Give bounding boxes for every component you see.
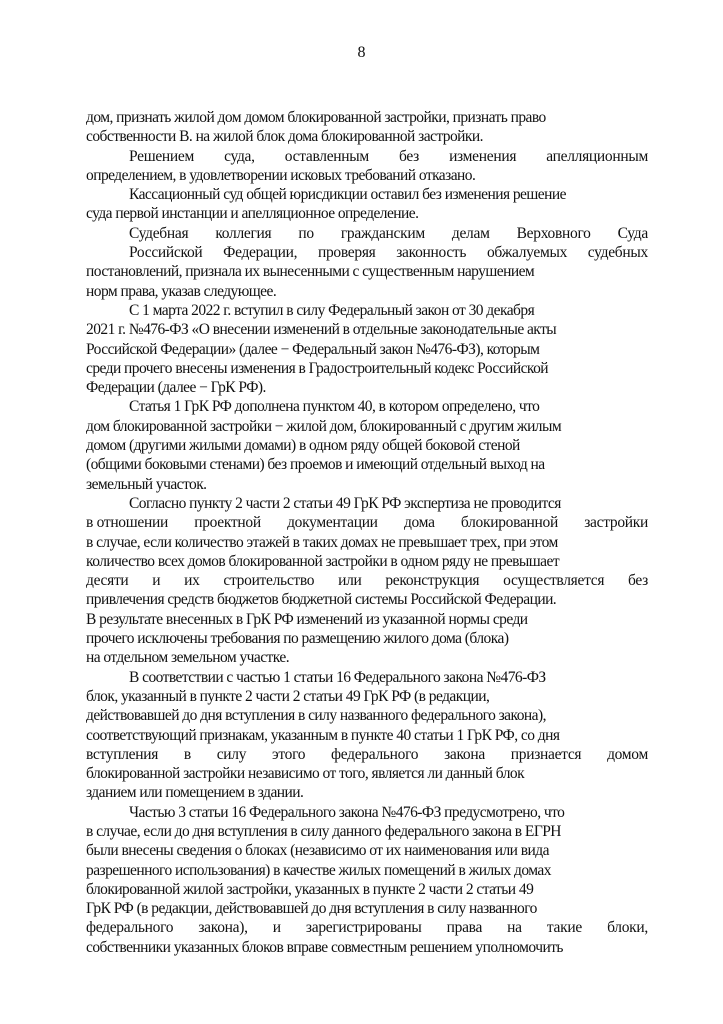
text-word: федерального xyxy=(86,919,174,937)
text-line: блокированной жилой застройки, указанных в пункте 2 части 2 статьи 49 xyxy=(86,880,534,898)
text-word: закона), xyxy=(198,919,248,937)
text-word: документации xyxy=(287,514,378,532)
text-line: собственности В. на жилой блок дома блокированной застройки. xyxy=(86,128,483,146)
text-line: суда первой инстанции и апелляционное определение. xyxy=(86,205,419,223)
text-word: апелляционным xyxy=(546,147,648,165)
text-word: в xyxy=(183,745,191,763)
text-line: на отдельном земельном участке. xyxy=(86,649,290,667)
text-word: осуществляется xyxy=(503,572,605,590)
text-word: коллегия xyxy=(215,224,272,242)
text-word: Судебная xyxy=(129,224,189,242)
text-word: без xyxy=(628,572,648,590)
text-word: по xyxy=(298,224,314,242)
text-line: привлечения средств бюджетов бюджетной системы Российской Федерации. xyxy=(86,591,557,609)
text-line: Кассационный суд общей юрисдикции оставил без изменения решение xyxy=(129,186,566,204)
text-line: дом блокированной застройки − жилой дом, блокированный с другим жилым xyxy=(86,417,562,435)
text-line xyxy=(86,243,648,262)
text-line: были внесены сведения о блоках (независимо от их наименования или вида xyxy=(86,842,549,860)
text-word: этого xyxy=(272,745,306,763)
text-line: дом, признать жилой дом домом блокированной застройки, признать право xyxy=(86,109,546,126)
text-word: обжалуемых xyxy=(486,244,568,262)
text-line: домом (другими жилыми домами) в одном ряду общей боковой стеной xyxy=(86,437,520,455)
text-line: определением, в удовлетворении исковых требований отказано. xyxy=(86,166,476,184)
text-line: постановлений, признала их вынесенными с существенным нарушением xyxy=(86,263,535,281)
text-line: блокированной застройки независимо от того, является ли данный блок xyxy=(86,765,525,783)
text-line: Федерации (далее − ГрК РФ). xyxy=(86,379,266,397)
text-line: С 1 марта 2022 г. вступил в силу Федеральный закон от 30 декабря xyxy=(129,301,535,319)
text-line: Российской Федерации» (далее − Федеральный закон №476-ФЗ), которым xyxy=(86,340,540,358)
text-line: собственники указанных блоков вправе совместным решением уполномочить xyxy=(86,938,563,956)
text-line: Статья 1 ГрК РФ дополнена пунктом 40, в котором определено, что xyxy=(129,398,540,416)
text-line: Согласно пункту 2 части 2 статьи 49 ГрК РФ экспертиза не проводится xyxy=(129,494,561,512)
text-line: В результате внесенных в ГрК РФ изменений из указанной нормы среди xyxy=(86,610,528,628)
text-word: в отношении xyxy=(86,514,168,532)
text-line: среди прочего внесены изменения в Градостроительный кодекс Российской xyxy=(86,359,549,377)
text-word: и xyxy=(272,919,281,937)
text-line xyxy=(86,745,648,764)
text-line xyxy=(86,224,648,243)
text-line: зданием или помещением в здании. xyxy=(86,784,304,802)
text-line: земельный участок. xyxy=(86,475,207,493)
text-word: дома xyxy=(403,514,435,532)
text-word: на xyxy=(507,919,522,937)
text-line: действовавшей до дня вступления в силу названного федерального закона), xyxy=(86,707,546,725)
text-line xyxy=(86,571,648,590)
text-line: (общими боковыми стенами) без проемов и имеющий отдельный выход на xyxy=(86,456,545,474)
text-word: суда, xyxy=(224,147,255,165)
text-word: проверяя xyxy=(317,244,376,262)
page-number: 8 xyxy=(357,44,366,61)
text-word: зарегистрированы xyxy=(305,919,422,937)
text-word: такие xyxy=(546,919,582,937)
document-body xyxy=(86,108,648,957)
text-word: судебных xyxy=(587,244,648,262)
text-word: гражданским xyxy=(340,224,425,242)
text-line: Частью 3 статьи 16 Федерального закона №476-ФЗ предусмотрено, что xyxy=(129,803,565,821)
text-word: блоки, xyxy=(607,919,648,937)
text-word: Федерации, xyxy=(223,244,298,262)
text-word: Верховного xyxy=(516,224,591,242)
text-word: оставленным xyxy=(284,147,369,165)
text-word: Решением xyxy=(129,147,194,165)
text-word: их xyxy=(184,572,200,590)
text-line xyxy=(86,918,648,937)
text-word: законность xyxy=(396,244,467,262)
text-word: застройки xyxy=(584,514,648,532)
text-word: признается xyxy=(510,745,582,763)
text-word: строительство xyxy=(223,572,315,590)
text-line: 2021 г. №476-ФЗ «О внесении изменений в отдельные законодательные акты xyxy=(86,321,557,339)
text-line: В соответствии с частью 1 статьи 16 Федерального закона №476-ФЗ xyxy=(129,668,546,686)
text-line: в случае, если до дня вступления в силу данного федерального закона в ЕГРН xyxy=(86,822,561,840)
text-word: Российской xyxy=(129,244,203,262)
text-line: разрешенного использования) в качестве жилых помещений в жилых домах xyxy=(86,861,551,879)
text-word: блокированной xyxy=(460,514,558,532)
text-word: проектной xyxy=(194,514,261,532)
text-word: десяти xyxy=(86,572,129,590)
text-line: прочего исключены требования по размещению жилого дома (блока) xyxy=(86,630,509,648)
text-line: количество всех домов блокированной застройки в одном ряду не превышает xyxy=(86,552,560,570)
text-word: вступления xyxy=(86,745,159,763)
text-line: норм права, указав следующее. xyxy=(86,282,277,300)
text-word: права xyxy=(446,919,483,937)
text-word: Суда xyxy=(617,224,648,242)
text-line xyxy=(86,513,648,532)
text-line xyxy=(86,147,648,166)
text-line: соответствующий признакам, указанным в пункте 40 статьи 1 ГрК РФ, со дня xyxy=(86,726,560,744)
text-word: силу xyxy=(216,745,247,763)
text-word: реконструкция xyxy=(385,572,480,590)
text-word: федерального xyxy=(331,745,419,763)
text-word: и xyxy=(152,572,161,590)
text-line: ГрК РФ (в редакции, действовавшей до дня вступления в силу названного xyxy=(86,900,537,918)
text-line: в случае, если количество этажей в таких домах не превышает трех, при этом xyxy=(86,533,558,551)
text-line: блок, указанный в пункте 2 части 2 статьи 49 ГрК РФ (в редакции, xyxy=(86,687,490,705)
text-word: без xyxy=(398,147,419,165)
text-word: изменения xyxy=(449,147,517,165)
text-word: или xyxy=(338,572,362,590)
text-word: закона xyxy=(444,745,485,763)
text-word: домом xyxy=(607,745,648,763)
text-word: делам xyxy=(451,224,490,242)
